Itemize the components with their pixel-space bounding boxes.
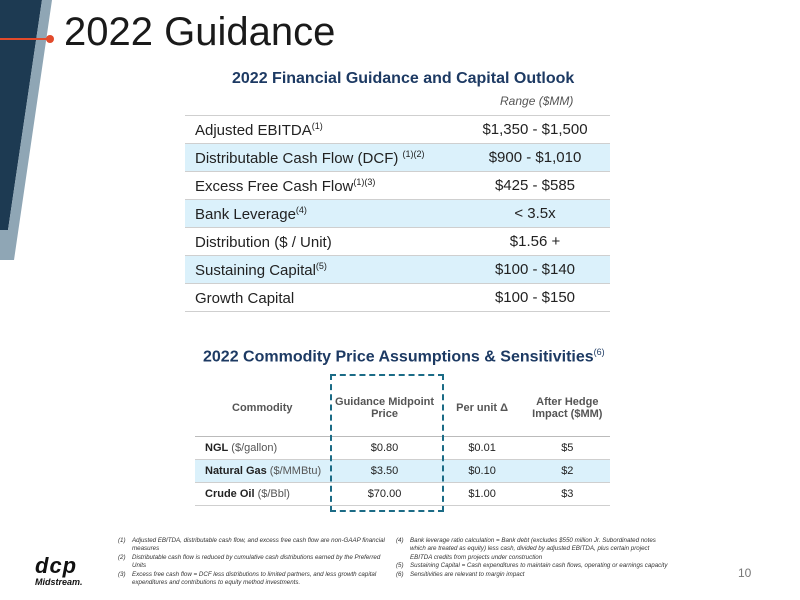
guidance-table — [185, 115, 610, 312]
column-header: Per unit Δ — [440, 380, 525, 437]
commodity-name: Crude Oil ($/Bbl) — [195, 483, 330, 506]
row-label: Excess Free Cash Flow$^{(1)(3)}$ — [185, 172, 460, 200]
row-label: Adjusted EBITDA$^{(1)}$ — [185, 116, 460, 144]
table-row — [185, 172, 610, 200]
row-label: Bank Leverage$^{(4)}$ — [185, 200, 460, 228]
dcp-midstream-logo: dcp Midstream. — [35, 553, 83, 587]
row-label: Distribution ($ / Unit) — [185, 228, 460, 256]
row-label: Distributable Cash Flow (DCF) $^{(1)(2)}$ — [185, 144, 460, 172]
footnote: (4) Bank leverage ratio calculation = Bank debt (excludes $550 million Jr. Subordinated notes which are treated as equity) less cash, divided by adjusted EBITDA, plus certain project EBITDA credits from projects under construction — [396, 537, 656, 561]
midpoint-price: $3.50 — [330, 460, 440, 483]
row-value: $100 - $140 — [460, 256, 610, 284]
commodity-name: NGL ($/gallon) — [195, 437, 330, 460]
page-title: 2022 Guidance — [64, 10, 336, 54]
footnote: (6) Sensitivities are relevant to margin impact — [396, 570, 525, 578]
footnotes-left — [118, 537, 393, 587]
midpoint-price: $70.00 — [330, 483, 440, 506]
row-value: $1,350 - $1,500 — [460, 116, 610, 144]
table-row — [185, 284, 610, 312]
hedge-impact: $3 — [525, 483, 610, 506]
commodity-name: Natural Gas ($/MMBtu) — [195, 460, 330, 483]
commodity-heading: 2022 Commodity Price Assumptions & Sensitivities$^{(6)}$ — [203, 347, 605, 366]
row-value: < 3.5x — [460, 200, 610, 228]
row-value: $100 - $150 — [460, 284, 610, 312]
table-row — [185, 116, 610, 144]
footnotes-right — [396, 537, 671, 579]
range-column-header: Range ($MM) — [500, 94, 574, 108]
row-label: Sustaining Capital$^{(5)}$ — [185, 256, 460, 284]
midpoint-price: $0.80 — [330, 437, 440, 460]
title-accent-line — [0, 38, 50, 40]
footnote: (3) Excess free cash flow = DCF less distributions to limited partners, and less growth capital expenditures and contributions to equity method investments. — [118, 570, 377, 587]
guidance-heading: 2022 Financial Guidance and Capital Outlook — [232, 70, 575, 87]
row-value: $425 - $585 — [460, 172, 610, 200]
column-header: Guidance Midpoint Price — [330, 380, 440, 437]
table-row — [185, 200, 610, 228]
footnote: (1) Adjusted EBITDA, distributable cash flow, and excess free cash flow are non-GAAP financial measures — [118, 537, 385, 553]
row-value: $1.56 + — [460, 228, 610, 256]
decorative-side-stripe — [0, 0, 70, 600]
hedge-impact: $5 — [525, 437, 610, 460]
table-row — [185, 228, 610, 256]
per-unit-delta: $0.10 — [440, 460, 525, 483]
footnote: (2) Distributable cash flow is reduced by cumulative cash distributions earned by the Preferred Units — [118, 553, 381, 570]
column-header: After Hedge Impact ($MM) — [525, 380, 610, 437]
per-unit-delta: $1.00 — [440, 483, 525, 506]
per-unit-delta: $0.01 — [440, 437, 525, 460]
column-header: Commodity — [195, 380, 330, 437]
row-label: Growth Capital — [185, 284, 460, 312]
footnote: (5) Sustaining Capital = Cash expenditures to maintain cash flows, operating or earnings capacity — [396, 562, 668, 570]
page-number: 10 — [738, 566, 752, 580]
midpoint-price-highlight — [330, 374, 444, 512]
hedge-impact: $2 — [525, 460, 610, 483]
title-accent-dot — [46, 35, 54, 43]
table-row — [185, 144, 610, 172]
row-value: $900 - $1,010 — [460, 144, 610, 172]
table-row — [185, 256, 610, 284]
